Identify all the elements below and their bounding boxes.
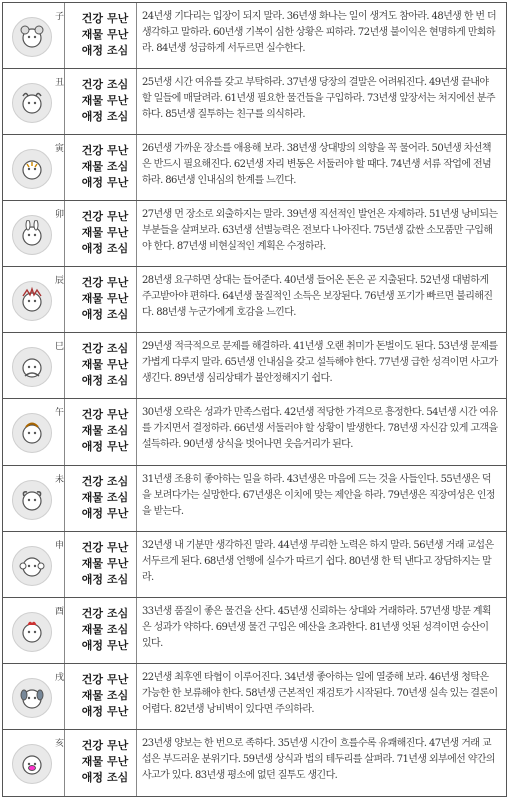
love-line	[65, 175, 136, 191]
rat-icon	[12, 17, 52, 57]
fortune-summary	[65, 399, 137, 464]
health-line	[65, 407, 136, 423]
love-label: 애정	[81, 176, 103, 190]
love-line	[65, 109, 136, 125]
love-label: 애정	[81, 506, 103, 520]
wealth-line	[65, 556, 136, 572]
wealth-label: 재물	[81, 556, 103, 570]
wealth-label: 재물	[81, 688, 103, 702]
zodiac-icon-cell	[3, 69, 65, 134]
health-value: 조심	[107, 474, 129, 488]
zodiac-hanja: 未	[55, 474, 65, 485]
love-value: 조심	[107, 770, 129, 784]
tiger-icon	[12, 149, 52, 189]
wealth-value: 무난	[107, 28, 129, 41]
wealth-label: 재물	[81, 424, 103, 438]
fortune-summary	[65, 664, 137, 729]
love-label: 애정	[81, 704, 103, 718]
health-label: 건강	[81, 342, 103, 356]
health-line	[65, 606, 136, 622]
wealth-value: 무난	[107, 556, 129, 570]
health-label: 건강	[81, 738, 103, 752]
fortune-summary	[65, 3, 137, 68]
love-label: 애정	[81, 242, 103, 256]
monkey-icon	[12, 546, 52, 586]
zodiac-hanja: 丑	[55, 78, 65, 89]
zodiac-hanja: 戌	[55, 672, 65, 683]
rat-icon-graphic	[17, 22, 47, 52]
pig-icon	[12, 744, 52, 784]
love-value: 무난	[107, 506, 129, 520]
wealth-label: 재물	[81, 28, 103, 41]
zodiac-hanja: 酉	[55, 606, 65, 617]
health-label: 건강	[81, 606, 103, 620]
rabbit-icon	[12, 215, 52, 255]
fortune-description: 25년생 시간 여유를 갖고 부탁하라. 37년생 당장의 결말은 어려워진다. 49년생 끝내야 할 일들에 매달려라. 61년생 필요한 물건들을 구입하라. 73년생 앞장서는 처지에선 분주하다. 85년생 질투하는 친구를 의식하라.	[142, 77, 495, 121]
health-label: 건강	[81, 540, 103, 554]
health-line	[65, 738, 136, 754]
wealth-line	[65, 490, 136, 506]
zodiac-row	[3, 664, 506, 730]
love-line	[65, 704, 136, 720]
wealth-line	[65, 93, 136, 109]
zodiac-row	[3, 201, 506, 267]
dog-icon-graphic	[17, 683, 47, 713]
zodiac-hanja: 卯	[55, 210, 65, 221]
zodiac-hanja: 午	[55, 408, 65, 419]
fortune-description: 33년생 품질이 좋은 물건을 산다. 45년생 신뢰하는 상대와 거래하라. 57년생 방문 계획은 성과가 약하다. 69년생 물건 구입은 예산을 초과한다. 81년생 엇된 성격이면 승산이 있다.	[142, 605, 491, 649]
love-label: 애정	[81, 44, 103, 57]
fortune-description: 31년생 조용히 좋아하는 일을 하라. 43년생은 마음에 드는 것을 사들인다. 55년생은 덕을 보려다가는 실망한다. 67년생은 이치에 맞는 제안을 하라. 79년생은 직장여성은 인정을 받는다.	[142, 473, 495, 517]
dragon-icon-graphic	[17, 286, 47, 316]
wealth-label: 재물	[81, 622, 103, 636]
zodiac-icon-cell	[3, 201, 65, 266]
health-line	[65, 77, 136, 93]
health-label: 건강	[81, 474, 103, 488]
wealth-value: 무난	[107, 358, 129, 372]
health-line	[65, 209, 136, 225]
wealth-line	[65, 357, 136, 373]
love-value: 무난	[107, 638, 129, 652]
snake-icon-graphic	[17, 352, 47, 382]
health-value: 무난	[107, 12, 129, 25]
dragon-icon	[12, 281, 52, 321]
zodiac-hanja: 巳	[55, 342, 65, 353]
love-value: 조심	[107, 110, 129, 124]
horse-icon	[12, 413, 52, 453]
ox-icon-graphic	[17, 88, 47, 118]
fortune-description: 29년생 적극적으로 문제를 해결하라. 41년생 오랜 취미가 돈벌이도 된다. 53년생 문제를 가볍게 다루지 말라. 65년생 인내심을 갖고 설득해야 한다. 77년생 급한 성격이면 사고가 생긴다. 89년생 심리상태가 불안정해지기 쉽다.	[142, 341, 498, 385]
health-label: 건강	[81, 276, 103, 290]
horse-icon-graphic	[17, 418, 47, 448]
wealth-value: 조심	[107, 490, 129, 504]
love-line	[65, 572, 136, 588]
love-value: 조심	[107, 374, 129, 388]
zodiac-icon-cell	[3, 3, 65, 68]
fortune-summary	[65, 532, 137, 597]
love-value: 조심	[107, 242, 129, 256]
wealth-label: 재물	[81, 292, 103, 306]
love-value: 조심	[107, 572, 129, 586]
fortune-description: 28년생 요구하면 상대는 들어준다. 40년생 들어온 돈은 곧 지출된다. 52년생 대범하게 주고받아야 편하다. 64년생 물질적인 소득은 보장된다. 76년생 포기가 빠르면 불리해진다. 88년생 누군가에게 호감을 느낀다.	[142, 275, 493, 319]
fortune-description: 26년생 가까운 장소를 애용해 보라. 38년생 상대방의 의향을 꼭 물어라. 50년생 차선책은 반드시 필요해진다. 62년생 자리 변동은 서둘러야 할 때다. 74년생 서류 작업에 전념하라. 86년생 인내심의 한계를 느낀다.	[142, 143, 492, 187]
zodiac-icon-cell	[3, 730, 65, 796]
love-line	[65, 373, 136, 389]
fortune-summary	[65, 135, 137, 200]
health-line	[65, 11, 136, 27]
zodiac-icon-cell	[3, 532, 65, 597]
zodiac-icon-cell	[3, 664, 65, 729]
health-value: 무난	[107, 276, 129, 290]
ox-icon	[12, 83, 52, 123]
zodiac-row	[3, 3, 506, 69]
love-label: 애정	[81, 110, 103, 124]
snake-icon	[12, 347, 52, 387]
love-value: 무난	[107, 704, 129, 718]
wealth-value: 무난	[107, 226, 129, 240]
zodiac-row	[3, 598, 506, 664]
fortune-description: 32년생 내 기분만 생각하진 말라. 44년생 무리한 노력은 하지 말라. 56년생 거래 교섭은 서두르게 된다. 68년생 언행에 실수가 따르기 쉽다. 80년생 한 턱 낸다고 장담하지는 말라.	[142, 539, 494, 583]
wealth-label: 재물	[81, 358, 103, 372]
love-line	[65, 638, 136, 654]
fortune-description: 24년생 기다리는 입장이 되지 말라. 36년생 화나는 일이 생겨도 참아라. 48년생 한 번 더 생각하고 말하라. 60년생 기복이 심한 상황은 피하라. 72년생 불이익은 현명하게 만회하라. 84년생 성급하게 서두르면 실수한다.	[142, 11, 497, 54]
wealth-value: 무난	[107, 292, 129, 306]
health-label: 건강	[81, 12, 103, 25]
love-label: 애정	[81, 440, 103, 454]
fortune-summary	[65, 69, 137, 134]
zodiac-row	[3, 135, 506, 201]
zodiac-row	[3, 267, 506, 333]
zodiac-icon-cell	[3, 135, 65, 200]
wealth-line	[65, 754, 136, 770]
health-line	[65, 341, 136, 357]
zodiac-hanja: 辰	[55, 276, 65, 287]
love-line	[65, 506, 136, 522]
wealth-value: 조심	[107, 424, 129, 438]
zodiac-row	[3, 399, 506, 465]
love-line	[65, 307, 136, 323]
fortune-summary	[65, 598, 137, 663]
monkey-icon-graphic	[17, 551, 47, 581]
sheep-icon	[12, 480, 52, 520]
fortune-summary	[65, 466, 137, 531]
fortune-summary	[65, 267, 137, 332]
zodiac-hanja: 亥	[55, 738, 65, 749]
fortune-description: 27년생 먼 장소로 외출하지는 말라. 39년생 직선적인 발언은 자제하라. 51년생 낭비되는 부분들을 살펴보라. 63년생 선별능력은 전보다 나아진다. 75년생 값싼 소모품만 구입해야 한다. 87년생 비현실적인 계획은 수정하라.	[142, 209, 498, 253]
zodiac-icon-cell	[3, 333, 65, 398]
health-line	[65, 474, 136, 490]
wealth-label: 재물	[81, 160, 103, 174]
love-label: 애정	[81, 770, 103, 784]
health-label: 건강	[81, 210, 103, 224]
health-value: 무난	[107, 408, 129, 422]
wealth-label: 재물	[81, 754, 103, 768]
zodiac-row	[3, 730, 506, 796]
health-value: 무난	[107, 672, 129, 686]
zodiac-icon-cell	[3, 598, 65, 663]
wealth-value: 조심	[107, 622, 129, 636]
zodiac-row	[3, 69, 506, 135]
wealth-value: 무난	[107, 754, 129, 768]
health-value: 무난	[107, 144, 129, 158]
health-value: 무난	[107, 210, 129, 224]
love-label: 애정	[81, 638, 103, 652]
health-label: 건강	[81, 144, 103, 158]
wealth-line	[65, 291, 136, 307]
zodiac-fortune-table	[2, 2, 507, 797]
health-value: 조심	[107, 78, 129, 92]
fortune-summary	[65, 730, 137, 796]
health-label: 건강	[81, 672, 103, 686]
dog-icon	[12, 678, 52, 718]
fortune-description: 22년생 최후엔 타협이 이루어진다. 34년생 좋아하는 일에 열중해 보라. 46년생 청탁은 가능한 한 보류해야 한다. 58년생 근본적인 재검토가 시작된다. 70년생 실속 있는 결론이 어렵다. 82년생 낭비벽이 있다면 주의하라.	[142, 671, 498, 715]
love-label: 애정	[81, 572, 103, 586]
fortune-description: 23년생 양보는 한 번으로 족하다. 35년생 시간이 흐를수록 유쾌해진다. 47년생 거래 교섭은 부드러운 분위기다. 59년생 상식과 법의 테두리를 살펴라. 71년생 외부에선 약간의 사고가 있다. 83년생 평소에 없던 질투도 생긴다.	[142, 737, 495, 781]
love-value: 무난	[107, 440, 129, 454]
health-line	[65, 143, 136, 159]
zodiac-hanja: 寅	[55, 144, 65, 155]
love-label: 애정	[81, 374, 103, 388]
health-value: 조심	[107, 606, 129, 620]
love-line	[65, 241, 136, 257]
zodiac-hanja: 子	[55, 12, 65, 22]
wealth-line	[65, 688, 136, 704]
zodiac-icon-cell	[3, 267, 65, 332]
rabbit-icon-graphic	[17, 220, 47, 250]
zodiac-icon-cell	[3, 399, 65, 464]
love-line	[65, 439, 136, 455]
health-label: 건강	[81, 408, 103, 422]
love-value: 무난	[107, 176, 129, 190]
health-value: 무난	[107, 540, 129, 554]
health-line	[65, 540, 136, 556]
zodiac-row	[3, 466, 506, 532]
rooster-icon-graphic	[17, 617, 47, 647]
tiger-icon-graphic	[17, 154, 47, 184]
love-value: 조심	[107, 308, 129, 322]
health-line	[65, 672, 136, 688]
wealth-label: 재물	[81, 226, 103, 240]
sheep-icon-graphic	[17, 485, 47, 515]
health-value: 무난	[107, 738, 129, 752]
health-line	[65, 275, 136, 291]
wealth-value: 조심	[107, 688, 129, 702]
wealth-line	[65, 225, 136, 241]
rooster-icon	[12, 612, 52, 652]
fortune-summary	[65, 201, 137, 266]
love-value: 조심	[107, 44, 129, 57]
health-label: 건강	[81, 78, 103, 92]
wealth-line	[65, 27, 136, 43]
wealth-value: 조심	[107, 160, 129, 174]
fortune-summary	[65, 333, 137, 398]
zodiac-icon-cell	[3, 466, 65, 531]
wealth-line	[65, 423, 136, 439]
zodiac-row	[3, 333, 506, 399]
zodiac-row	[3, 532, 506, 598]
love-line	[65, 770, 136, 786]
wealth-line	[65, 622, 136, 638]
zodiac-hanja: 申	[55, 540, 65, 551]
love-label: 애정	[81, 308, 103, 322]
pig-icon-graphic	[17, 749, 47, 779]
health-value: 조심	[107, 342, 129, 356]
wealth-line	[65, 159, 136, 175]
wealth-label: 재물	[81, 94, 103, 108]
wealth-label: 재물	[81, 490, 103, 504]
love-line	[65, 43, 136, 59]
wealth-value: 무난	[107, 94, 129, 108]
fortune-description: 30년생 오락은 성과가 만족스럽다. 42년생 적당한 가격으로 흥정한다. 54년생 시간 여유를 가지면서 결정하라. 66년생 서둘러야 할 상황이 발생한다. 78년생 자신감 있게 고객을 설득하라. 90년생 상식을 벗어나면 웃음거리가 된다.	[142, 407, 498, 451]
